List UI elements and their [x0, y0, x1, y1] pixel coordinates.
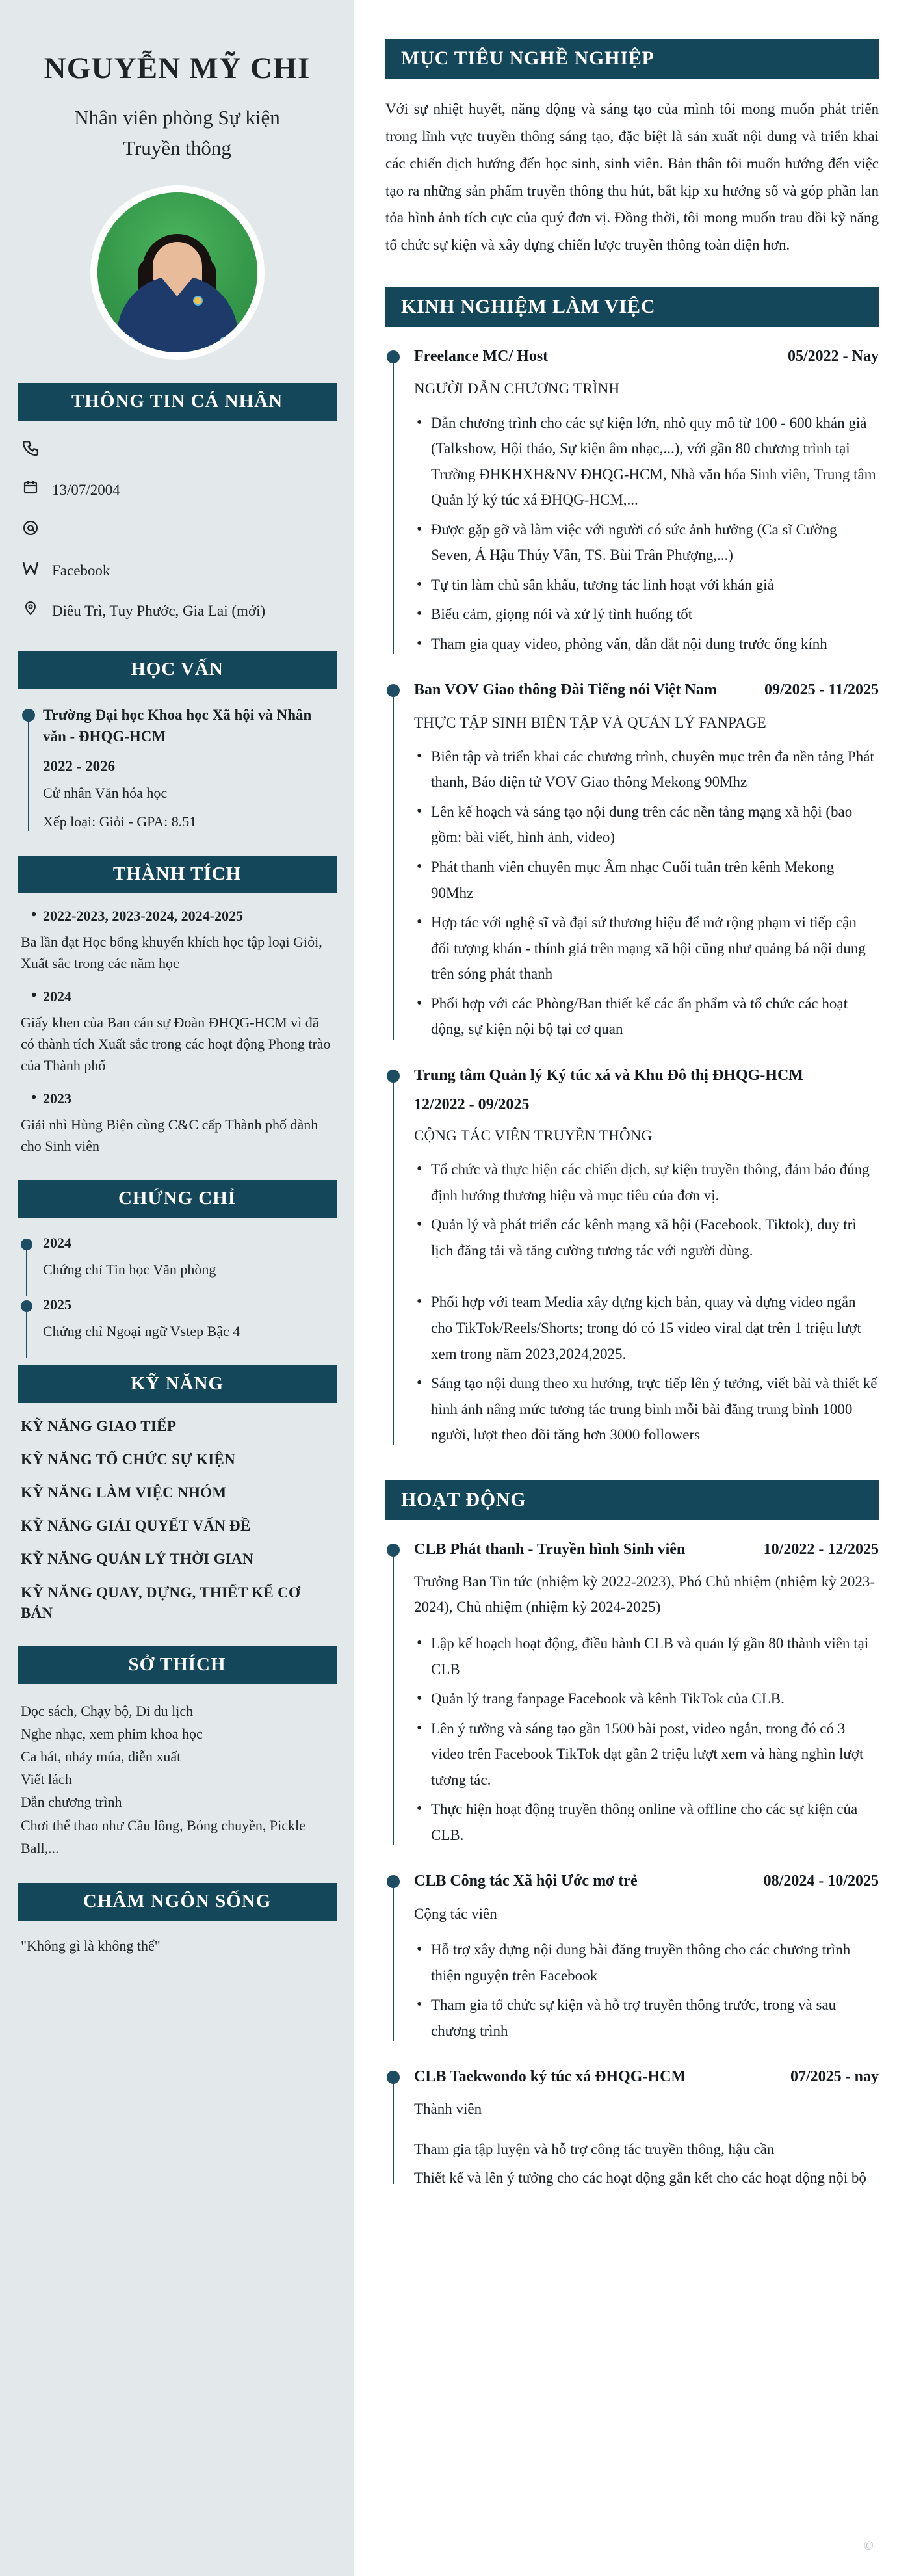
activity-header: [414, 2067, 879, 2087]
activity-role: Trưởng Ban Tin tức (nhiệm kỳ 2022-2023), Phó Chủ nhiệm (nhiệm kỳ 2023-2024), Chủ nhiệm (nhiệm kỳ 2024-2025): [414, 1573, 876, 1616]
name-block: [0, 0, 354, 163]
activity-bullet: • Hỗ trợ xây dựng nội dung bài đăng truyền thông cho các chương trình thiện nguyện trên Facebook: [414, 1937, 879, 1988]
activity-item: [385, 1871, 879, 2047]
facebook-icon: [21, 559, 40, 577]
avatar-cuff-right: [220, 337, 239, 346]
contact-value-address: Diêu Trì, Tuy Phước, Gia Lai (mới): [52, 603, 266, 620]
activity-date: 10/2022 - 12/2025: [763, 1540, 879, 1558]
experience-item: [385, 347, 879, 661]
section-achievements-heading: THÀNH TÍCH: [18, 856, 337, 893]
skill-item: KỸ NĂNG TỔ CHỨC SỰ KIỆN: [21, 1451, 235, 1468]
timeline-line: [393, 1080, 394, 1445]
experience-bullet: • Phối hợp với các Phòng/Ban thiết kế các ấn phẩm và tổ chức các hoạt động, sự kiện nội bộ tại cơ quan: [414, 991, 879, 1042]
full-name: NGUYỄN MỸ CHI: [44, 51, 311, 85]
achievement-text: Giấy khen của Ban cán sự Đoàn ĐHQG-HCM vì đã có thành tích Xuất sắc trong các hoạt động Phong trào của Thành phố: [21, 1014, 331, 1073]
activity-header: [414, 1871, 879, 1891]
hobby-item: Nghe nhạc, xem phim khoa học: [21, 1725, 203, 1742]
experience-bullets: [414, 744, 879, 1042]
section-activities-heading: HOẠT ĐỘNG: [385, 1480, 879, 1520]
timeline-rail: [385, 347, 410, 661]
avatar-badge: [193, 296, 203, 306]
activity-bullet: • Quản lý trang fanpage Facebook và kênh TikTok của CLB.: [414, 1686, 879, 1712]
experience-bullet: • Lên kế hoạch và sáng tạo nội dung trên các nền tảng mạng xã hội (bao gồm: bài viết, hình ảnh, video): [414, 799, 879, 850]
hobby-item: Chơi thể thao như Cầu lông, Bóng chuyền, Pickle Ball,...: [21, 1817, 306, 1856]
section-skills-heading: KỸ NĂNG: [18, 1365, 337, 1403]
timeline-rail: [385, 1540, 410, 1852]
timeline-line: [28, 718, 29, 830]
experience-role: NGƯỜI DẪN CHƯƠNG TRÌNH: [414, 380, 620, 397]
experience-bullet: • Phát thanh viên chuyên mục Âm nhạc Cuối tuần trên kênh Mekong 90Mhz: [414, 854, 879, 906]
section-experience-heading: KINH NGHIỆM LÀM VIỆC: [385, 287, 879, 327]
timeline-rail: [385, 1871, 410, 2047]
achievement-text: Ba lần đạt Học bổng khuyến khích học tập loại Giỏi, Xuất sắc trong các năm học: [21, 933, 322, 971]
activity-detail: Tham gia tập luyện và hỗ trợ công tác truyền thông, hậu cần: [414, 2141, 775, 2157]
hobby-item: Dẫn chương trình: [21, 1794, 122, 1811]
education-grade: Xếp loại: Giỏi - GPA: 8.51: [43, 813, 197, 830]
experience-bullet: • Phối hợp với team Media xây dựng kịch bản, quay và dựng video ngắn cho TikTok/Reels/Shorts; trong đó có 15 video viral đạt trên 1 triệu lượt xem trong năm 2023,2024,2025.: [414, 1289, 879, 1367]
experience-bullets: [414, 410, 879, 657]
experience-bullets: [414, 1157, 879, 1263]
experience-bullet: • Tự tin làm chủ sân khấu, tương tác linh hoạt với khán giả: [414, 572, 879, 598]
activity-bullets: [414, 1937, 879, 2044]
section-certificates-heading: CHỨNG CHỈ: [18, 1180, 337, 1218]
contact-row-phone: [21, 438, 333, 466]
activity-bullet: • Lên ý tưởng và sáng tạo gần 1500 bài post, video ngắn, trong đó có 3 video trên Facebook TikTok đạt gần 2 triệu lượt xem và hàng nghìn lượt tương tác.: [414, 1716, 879, 1793]
section-personal-info-heading: THÔNG TIN CÁ NHÂN: [18, 383, 337, 421]
contact-value-birthdate: 13/07/2004: [52, 482, 120, 499]
experience-role: THỰC TẬP SINH BIÊN TẬP VÀ QUẢN LÝ FANPAGE: [414, 714, 766, 731]
objective-text: Với sự nhiệt huyết, năng động và sáng tạo của mình tôi mong muốn phát triển trong lĩnh vực truyền thông sáng tạo, đặc biệt là sản xuất nội dung và triển khai các chiến dịch hướng đến học sinh, sinh viên. Bản thân tôi muốn hướng đến việc tạo ra những sản phẩm truyền thông thu hút, bắt kịp xu hướng số và góp phần lan tỏa hình ảnh tích cực của quý đơn vị. Đồng thời, tôi mong muốn trau dồi kỹ năng tổ chức sự kiện và xây dựng chiến lược truyền thông toàn diện hơn.: [385, 101, 879, 254]
experience-header: [414, 680, 879, 700]
experience-organization: Freelance MC/ Host: [414, 348, 549, 365]
experience-date: 05/2022 - Nay: [788, 348, 879, 365]
experience-bullet: • Được gặp gỡ và làm việc với người có sức ảnh hưởng (Ca sĩ Cường Seven, Á Hậu Thúy Vân, TS. Bùi Trân Phượng,...): [414, 517, 879, 568]
phone-icon: [21, 438, 40, 456]
skill-item: KỸ NĂNG GIAO TIẾP: [21, 1418, 177, 1435]
activity-bullets: [414, 1631, 879, 1848]
experience-bullet: • Dẫn chương trình cho các sự kiện lớn, nhỏ quy mô từ 100 - 600 khán giả (Talkshow, Hội thảo, Sự kiện âm nhạc,...), với gần 80 chương trình tại Trường ĐHKHXH&NV ĐHQG-HCM, Nhà văn hóa Sinh viên, Trung tâm Quản lý ký túc xá ĐHQG-HCM,...: [414, 410, 879, 513]
watermark: ©: [863, 2539, 874, 2553]
timeline-rail: [21, 1296, 43, 1342]
timeline-rail: [21, 704, 43, 832]
certificate-year: 2025: [43, 1296, 72, 1313]
location-pin-icon: [21, 599, 40, 616]
calendar-icon: [21, 478, 40, 495]
experience-date: 09/2025 - 11/2025: [764, 681, 879, 699]
sidebar: [0, 0, 354, 2576]
timeline-line: [393, 1886, 394, 2041]
activity-bullet: • Tham gia tổ chức sự kiện và hỗ trợ truyền thông trước, trong và sau chương trình: [414, 1992, 879, 2044]
activity-detail: Thiết kế và lên ý tưởng cho các hoạt động gắn kết cho các hoạt động nội bộ: [414, 2169, 866, 2186]
timeline-line: [393, 694, 394, 1039]
hobby-item: Viết lách: [21, 1771, 72, 1788]
avatar-cuff-left: [115, 337, 135, 346]
education-item: [21, 704, 333, 832]
section-motto-heading: CHÂM NGÔN SỐNG: [18, 1883, 337, 1921]
education-school: Trường Đại học Khoa học Xã hội và Nhân văn - ĐHQG-HCM: [43, 707, 312, 745]
achievement-text: Giải nhì Hùng Biện cùng C&C cấp Thành phố dành cho Sinh viên: [21, 1116, 318, 1154]
certificate-name: Chứng chỉ Ngoại ngữ Vstep Bậc 4: [43, 1323, 240, 1340]
activity-bullet: • Thực hiện hoạt động truyền thông online và offline cho các sự kiện của CLB.: [414, 1796, 879, 1848]
activity-role: Cộng tác viên: [414, 1905, 497, 1922]
experience-header: [414, 347, 879, 367]
experience-bullet: • Biểu cảm, giọng nói và xử lý tình huống tốt: [414, 601, 879, 627]
skill-item: KỸ NĂNG QUẢN LÝ THỜI GIAN: [21, 1551, 254, 1568]
contact-list: [21, 438, 333, 627]
avatar-photo: [98, 192, 257, 352]
contact-row-email: [21, 518, 333, 547]
experience-date: 12/2022 - 09/2025: [414, 1096, 530, 1114]
experience-item: [385, 1066, 879, 1452]
timeline-rail: [385, 680, 410, 1045]
job-title-line-2: Truyền thông: [123, 136, 231, 159]
contact-row-birthdate: [21, 478, 333, 506]
activity-bullet: • Lập kế hoạch hoạt động, điều hành CLB và quản lý gần 80 thành viên tại CLB: [414, 1631, 879, 1682]
achievement-item: [21, 988, 333, 1076]
achievement-year: • 2023: [21, 1090, 333, 1107]
main-column: [354, 0, 910, 2576]
skill-item: KỸ NĂNG GIẢI QUYẾT VẤN ĐỀ: [21, 1518, 251, 1534]
achievement-item: [21, 908, 333, 974]
experience-bullets-continued: [414, 1289, 879, 1447]
education-date: 2022 - 2026: [43, 757, 116, 774]
hobby-item: Đọc sách, Chạy bộ, Đi du lịch: [21, 1702, 194, 1719]
section-education-heading: HỌC VẤN: [18, 651, 337, 689]
contact-value-facebook: Facebook: [52, 562, 110, 579]
skill-item: KỸ NĂNG LÀM VIỆC NHÓM: [21, 1484, 227, 1501]
experience-bullet: • Biên tập và triển khai các chương trình, chuyên mục trên đa nền tảng Phát thanh, Báo điện tử VOV Giao thông Mekong 90Mhz: [414, 744, 879, 795]
activity-date: 07/2025 - nay: [790, 2068, 879, 2086]
email-icon: [21, 518, 40, 536]
job-title-line-1: Nhân viên phòng Sự kiện: [74, 106, 280, 129]
experience-bullet: • Tổ chức và thực hiện các chiến dịch, sự kiện truyền thông, đảm bảo đúng định hướng thương hiệu và mục tiêu của đơn vị.: [414, 1157, 879, 1208]
experience-bullet: • Sáng tạo nội dung theo xu hướng, trực tiếp lên ý tưởng, viết bài và thiết kế hình ảnh nâng mức tương tác trung bình mỗi bài đăng trung bình 1000 người, lượt theo dõi tăng hơn 3000 followers: [414, 1371, 879, 1448]
activity-role: Thành viên: [414, 2101, 482, 2118]
activity-date: 08/2024 - 10/2025: [763, 1873, 879, 1890]
hobby-item: Ca hát, nhảy múa, diễn xuất: [21, 1748, 181, 1765]
activity-item: [385, 2067, 879, 2190]
timeline-line: [26, 1309, 27, 1358]
timeline-line: [393, 361, 394, 654]
experience-organization: Trung tâm Quản lý Ký túc xá và Khu Đô thị ĐHQG-HCM: [414, 1066, 803, 1084]
activity-item: [385, 1540, 879, 1852]
section-objective-heading: MỤC TIÊU NGHỀ NGHIỆP: [385, 39, 879, 79]
experience-role: CỘNG TÁC VIÊN TRUYỀN THÔNG: [414, 1127, 653, 1144]
certificate-name: Chứng chỉ Tin học Văn phòng: [43, 1261, 216, 1278]
activity-header: [414, 1540, 879, 1560]
experience-organization: Ban VOV Giao thông Đài Tiếng nói Việt Nam: [414, 681, 717, 699]
skill-item: KỸ NĂNG QUAY, DỰNG, THIẾT KẾ CƠ BẢN: [21, 1584, 301, 1621]
achievement-year: • 2024: [21, 988, 333, 1005]
experience-bullet: • Tham gia quay video, phỏng vấn, dẫn dắt nội dung trước ống kính: [414, 631, 879, 657]
section-hobbies-heading: SỞ THÍCH: [18, 1646, 337, 1684]
timeline-line: [393, 2081, 394, 2184]
certificate-item: [21, 1296, 333, 1342]
timeline-line: [393, 1554, 394, 1846]
motto-text: "Không gì là không thể": [21, 1937, 161, 1954]
experience-item: [385, 680, 879, 1045]
avatar: [90, 185, 265, 360]
contact-row-address: [21, 599, 333, 627]
timeline-rail: [385, 2067, 410, 2190]
activity-organization: CLB Phát thanh - Truyền hình Sinh viên: [414, 1540, 686, 1558]
job-title: [20, 103, 335, 163]
experience-bullet: • Quản lý và phát triển các kênh mạng xã hội (Facebook, Tiktok), duy trì lịch đăng tải và tăng cường tương tác với người dùng.: [414, 1212, 879, 1263]
certificate-item: [21, 1235, 333, 1280]
contact-row-facebook[interactable]: [21, 559, 333, 587]
education-degree: Cử nhân Văn hóa học: [43, 784, 168, 801]
timeline-rail: [385, 1066, 410, 1452]
timeline-line: [26, 1248, 27, 1296]
experience-bullet: • Hợp tác với nghệ sĩ và đại sứ thương hiệu để mở rộng phạm vi tiếp cận đối tượng khán - thính giả trên mạng xã hội cũng như quảng bá nội dung trên sóng phát thanh: [414, 910, 879, 987]
experience-header: [414, 1066, 879, 1086]
activity-organization: CLB Taekwondo ký túc xá ĐHQG-HCM: [414, 2068, 686, 2086]
timeline-rail: [21, 1235, 43, 1280]
certificate-year: 2024: [43, 1234, 72, 1251]
achievement-year: • 2022-2023, 2023-2024, 2024-2025: [21, 908, 333, 925]
activity-organization: CLB Công tác Xã hội Ước mơ trẻ: [414, 1873, 638, 1890]
achievement-item: [21, 1090, 333, 1157]
